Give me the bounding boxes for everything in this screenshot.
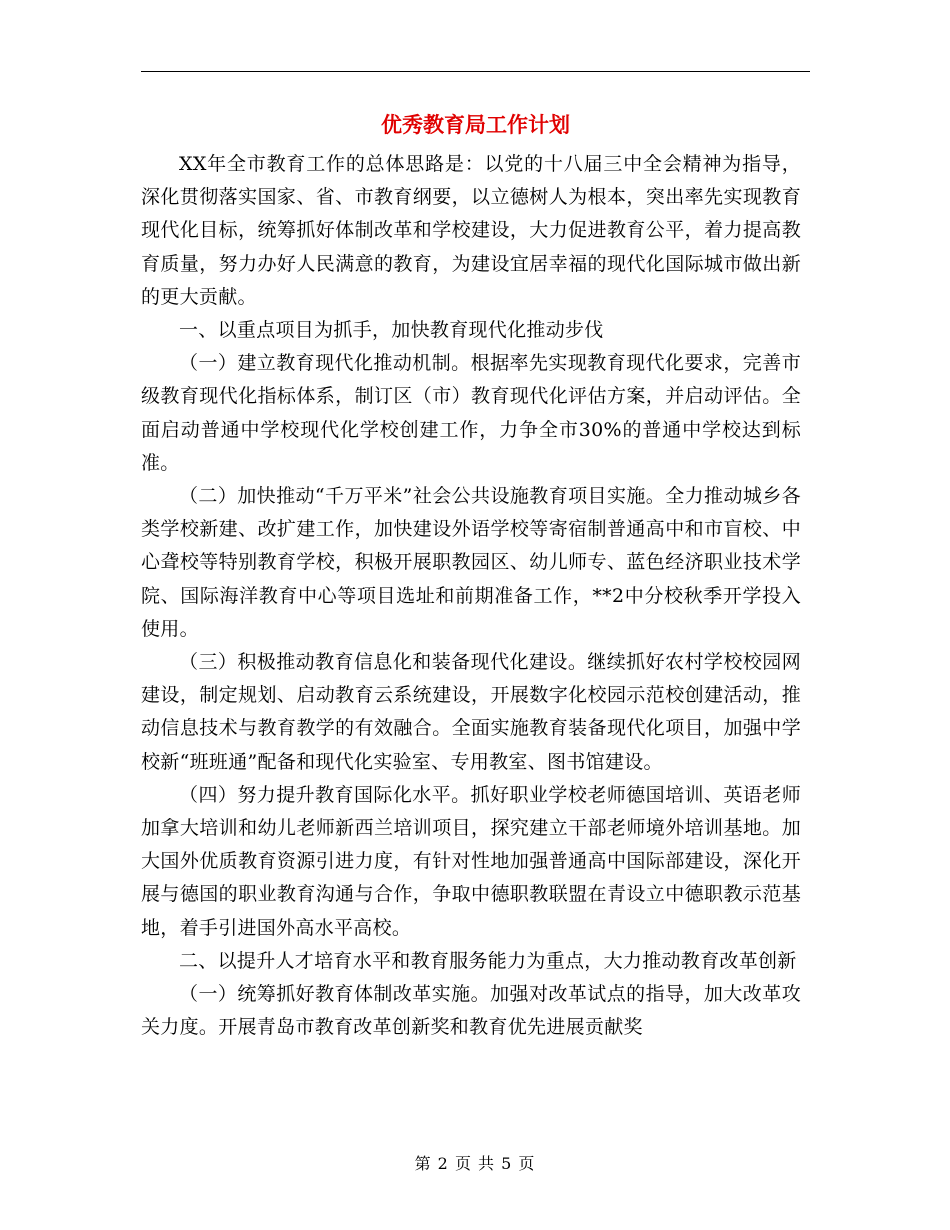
paragraph-1-3: （三）积极推动教育信息化和装备现代化建设。继续抓好农村学校校园网建设，制定规划、启动教育云系统建设，开展数字化校园示范校创建活动，推动信息技术与教育教学的有效融合。全面实施教育装备现代化项目，加强中学校新“班班通”配备和现代化实验室、专用教室、图书馆建设。 (141, 651, 801, 773)
document-title: 优秀教育局工作计划 (381, 113, 570, 137)
paragraph-intro: XX年全市教育工作的总体思路是：以党的十八届三中全会精神为指导，深化贯彻落实国家、省、市教育纲要，以立德树人为根本，突出率先实现教育现代化目标，统筹抓好体制改革和学校建设，大力促进教育公平，着力提高教育质量，努力办好人民满意的教育，为建设宜居幸福的现代化国际城市做出新的更大贡献。 (141, 153, 801, 308)
paragraph-1-2: （二）加快推动“千万平米”社会公共设施教育项目实施。全力推动城乡各类学校新建、改扩建工作，加快建设外语学校等寄宿制普通高中和市盲校、中心聋校等特别教育学校，积极开展职教园区、幼儿师专、蓝色经济职业技术学院、国际海洋教育中心等项目选址和前期准备工作，**2中分校秋季开学投入使用。 (141, 485, 801, 640)
section-heading-1: 一、以重点项目为抓手，加快教育现代化推动步伐 (179, 319, 604, 342)
header-rule (141, 71, 810, 72)
paragraph-1-4: （四）努力提升教育国际化水平。抓好职业学校老师德国培训、英语老师加拿大培训和幼儿老师新西兰培训项目，探究建立干部老师境外培训基地。加大国外优质教育资源引进力度，有针对性地加强普通高中国际部建设，深化开展与德国的职业教育沟通与合作，争取中德职教联盟在青设立中德职教示范基地，着手引进国外高水平高校。 (141, 783, 801, 939)
document-body (141, 148, 801, 1044)
paragraph-1-1: （一）建立教育现代化推动机制。根据率先实现教育现代化要求，完善市级教育现代化指标体系，制订区（市）教育现代化评估方案，并启动评估。全面启动普通中学校现代化学校创建工作，力争全市30%的普通中学校达到标准。 (141, 352, 801, 474)
section-heading-2: 二、以提升人才培育水平和教育服务能力为重点，大力推动教育改革创新 (179, 949, 797, 972)
page-footer: 第 2 页 共 5 页 (414, 1154, 536, 1173)
paragraph-2-1: （一）统筹抓好教育体制改革实施。加强对改革试点的指导，加大改革攻关力度。开展青岛市教育改革创新奖和教育优先进展贡献奖 (141, 983, 801, 1039)
